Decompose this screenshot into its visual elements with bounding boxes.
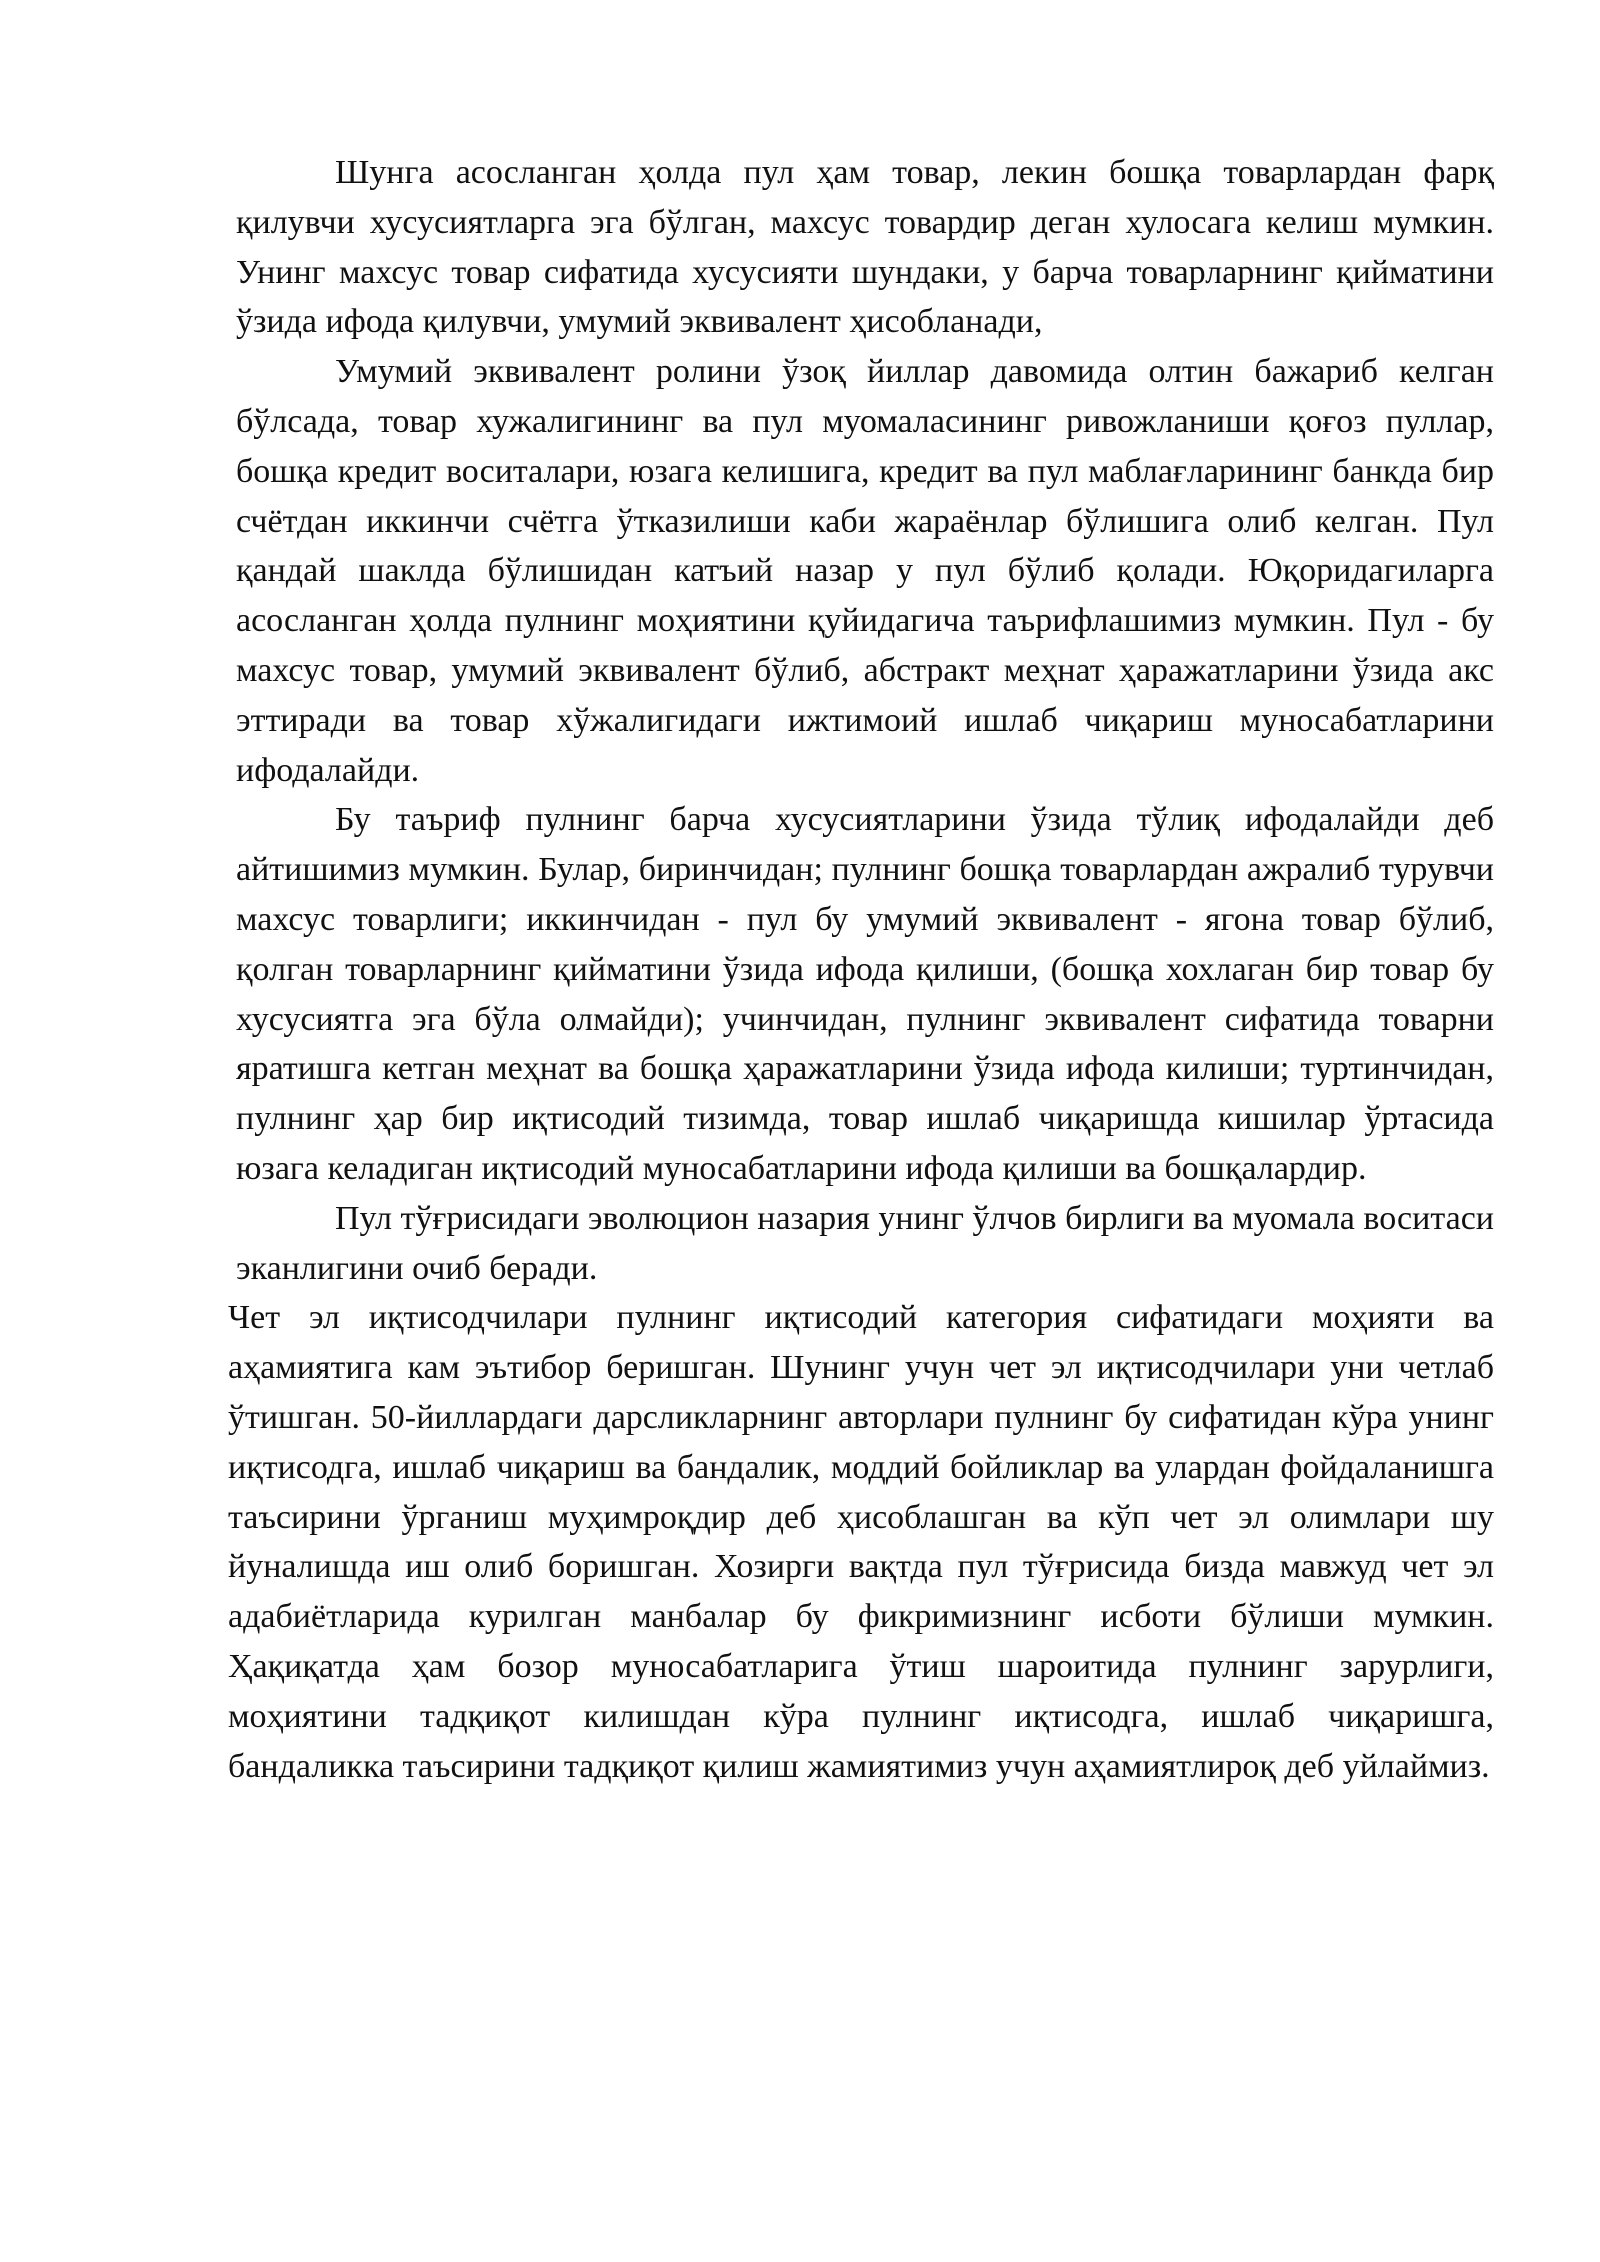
document-page: [228, 148, 1494, 1791]
paragraph-3: Бу таъриф пулнинг барча хусусиятларини ўзида тўлиқ ифодалайди деб айтишимиз мумкин. Булар, биринчидан; пулнинг бошқа товарлардан ажралиб турувчи махсус товарлиги; иккинчидан - пул бу умумий эквивалент - ягона товар бўлиб, қолган товарларнинг қийматини ўзида ифода қилиши, (бошқа хохлаган бир товар бу хусусиятга эга бўла олмайди); учинчидан, пулнинг эквивалент сифатида товарни яратишга кетган меҳнат ва бошқа ҳаражатларини ўзида ифода килиши; туртинчидан, пулнинг ҳар бир иқтисодий тизимда, товар ишлаб чиқаришда кишилар ўртасида юзага келадиган иқтисодий муносабатларини ифода қилиши ва бошқалардир.: [236, 801, 1494, 1187]
paragraph-5: Чет эл иқтисодчилари пулнинг иқтисодий категория сифатидаги моҳияти ва аҳамиятига кам эътибор беришган. Шунинг учун чет эл иқтисодчилари уни четлаб ўтишган. 50-йиллардаги дарсликларнинг авторлари пулнинг бу сифатидан кўра унинг иқтисодга, ишлаб чиқариш ва бандалик, моддий бойликлар ва улардан фойдаланишга таъсирини ўрганиш муҳимроқдир деб ҳисоблашган ва кўп чет эл олимлари шу йуналишда иш олиб боришган. Хозирги вақтда пул тўғрисида бизда мавжуд чет эл адабиётларида курилган манбалар бу фикримизнинг исботи бўлиши мумкин. Ҳақиқатда ҳам бозор муносабатларига ўтиш шароитида пулнинг зарурлиги, моҳиятини тадқиқот килишдан кўра пулнинг иқтисодга, ишлаб чиқаришга, бандаликка таъсирини тадқиқот қилиш жамиятимиз учун аҳамиятлироқ деб уйлаймиз.: [228, 1299, 1494, 1785]
paragraph-2: Умумий эквивалент ролини ўзоқ йиллар давомида олтин бажариб келган бўлсада, товар хужалигининг ва пул муомаласининг ривожланиши қоғоз пуллар, бошқа кредит воситалари, юзага келишига, кредит ва пул маблағларининг банкда бир счётдан иккинчи счётга ўтказилиши каби жараёнлар бўлишига олиб келган. Пул қандай шаклда бўлишидан катъий назар у пул бўлиб қолади. Юқоридагиларга асосланган ҳолда пулнинг моҳиятини қуйидагича таърифлашимиз мумкин. Пул - бу махсус товар, умумий эквивалент бўлиб, абстракт меҳнат ҳаражатларини ўзида акс эттиради ва товар хўжалигидаги ижтимоий ишлаб чиқариш муносабатларини ифодалайди.: [236, 353, 1494, 789]
paragraph-4: Пул тўғрисидаги эволюцион назария унинг ўлчов бирлиги ва муомала воситаси эканлигини очиб беради.: [236, 1199, 1494, 1287]
paragraph-1: Шунга асосланган ҳолда пул ҳам товар, лекин бошқа товарлардан фарқ қилувчи хусусиятларга эга бўлган, махсус товардир деган хулосага келиш мумкин. Унинг махсус товар сифатида хусусияти шундаки, у барча товарларнинг қийматини ўзида ифода қилувчи, умумий эквивалент ҳисобланади,: [236, 154, 1494, 341]
